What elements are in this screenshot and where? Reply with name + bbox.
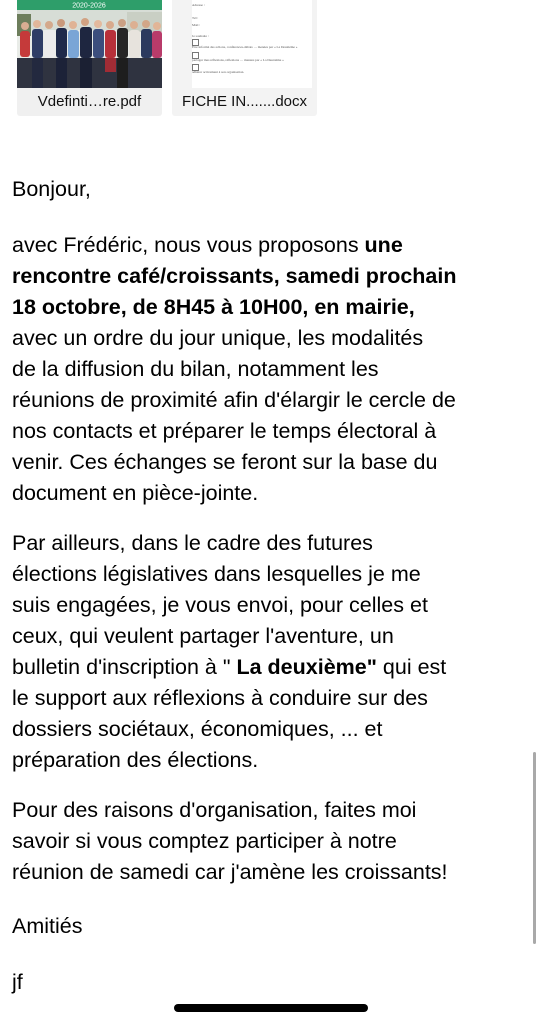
pdf-filename: Vdefinti…re.pdf — [37, 93, 142, 110]
body-line: le support aux réflexions à conduire sur des — [12, 686, 428, 710]
docx-line: Je souhaite : — [192, 34, 209, 38]
bold-text: La deuxième" — [236, 655, 377, 679]
docx-line: Être informé des actions, conférences-débats … menées par « La Deuxième » — [192, 45, 298, 49]
bold-text: une — [364, 233, 403, 257]
closing — [12, 911, 82, 942]
docx-filename: FICHE IN.......docx — [181, 93, 308, 110]
body-text: avec Frédéric, nous vous proposons — [12, 233, 365, 257]
body-line-bold: rencontre café/croissants, samedi prochain — [12, 264, 457, 288]
body-line-bold: 18 octobre, de 8H45 à 10H00, en mairie, — [12, 295, 415, 319]
body-line: document en pièce-jointe. — [12, 481, 259, 505]
body-line: réunion de samedi car j'amène les croissants! — [12, 860, 448, 884]
body-line: venir. Ces échanges se feront sur la base du — [12, 450, 438, 474]
greeting-text: Bonjour, — [12, 177, 91, 201]
greeting — [12, 174, 91, 205]
docx-line: partager mes réflexions, réflexions … menées par « La Deuxième » — [192, 58, 284, 62]
body-line: Par ailleurs, dans le cadre des futures — [12, 531, 373, 555]
body-line: savoir si vous comptez participer à notre — [12, 829, 397, 853]
docx-line: Tél : — [192, 16, 199, 20]
home-indicator[interactable] — [174, 1004, 368, 1012]
body-line: préparation des élections. — [12, 748, 259, 772]
pdf-thumbnail — [17, 0, 162, 88]
docx-attachment[interactable] — [172, 0, 317, 116]
pdf-attachment[interactable] — [17, 0, 162, 116]
signature — [12, 967, 23, 998]
signature-text: jf — [12, 970, 23, 994]
body-text: bulletin d'inscription à " — [12, 655, 237, 679]
body-line: élections législatives dans lesquelles je me — [12, 562, 421, 586]
body-line: suis engagées, je vous envoi, pour celles et — [12, 593, 428, 617]
body-line: de la diffusion du bilan, notamment les — [12, 357, 379, 381]
pdf-banner-text: 2020-2026 — [72, 2, 106, 10]
body-line: nos contacts et préparer le temps électoral à — [12, 419, 437, 443]
paragraph-organisation — [12, 795, 448, 888]
docx-line: adhérer activement à son organisation. — [192, 70, 245, 74]
paragraph-elections — [12, 528, 446, 776]
docx-line: Adresse : — [192, 3, 205, 7]
body-text: qui est — [376, 655, 447, 679]
body-line: avec un ordre du jour unique, les modalités — [12, 326, 424, 350]
paragraph-meeting — [12, 230, 457, 509]
body-line: Pour des raisons d'organisation, faites moi — [12, 798, 417, 822]
scrollbar[interactable] — [533, 752, 536, 944]
body-line: ceux, qui veulent partager l'aventure, un — [12, 624, 394, 648]
docx-thumbnail — [172, 0, 317, 88]
closing-text: Amitiés — [12, 914, 83, 938]
body-line: réunions de proximité afin d'élargir le cercle de — [12, 388, 456, 412]
body-line — [12, 652, 446, 683]
docx-page-preview — [192, 0, 312, 88]
body-line — [12, 230, 457, 261]
docx-line: Mail : — [192, 23, 201, 27]
body-line: dossiers sociétaux, économiques, ... et — [12, 717, 383, 741]
